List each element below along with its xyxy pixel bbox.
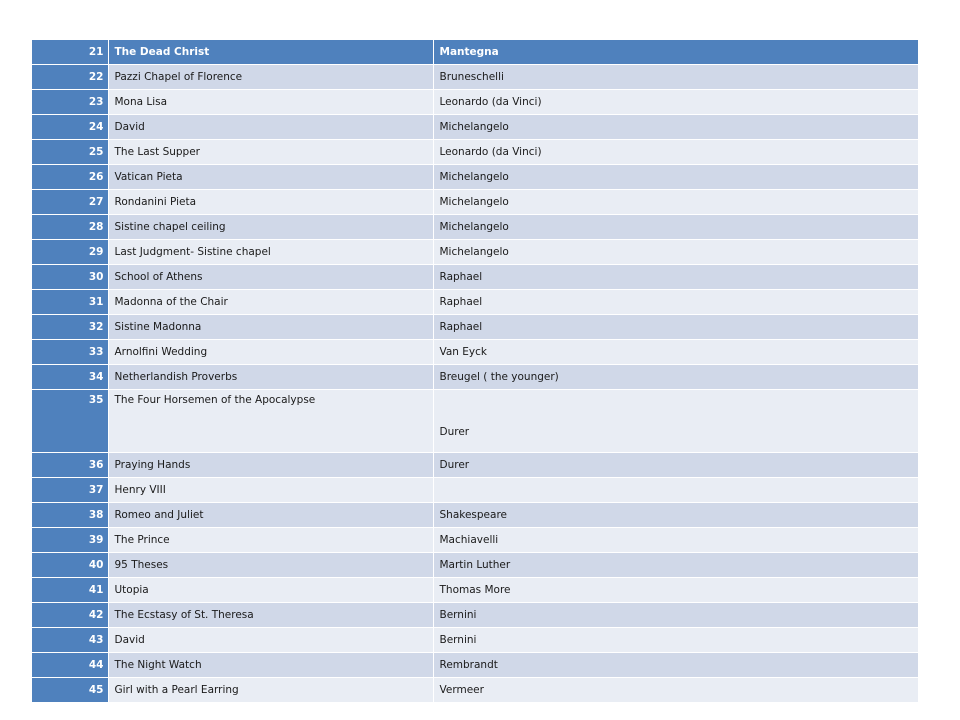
artwork-title: Sistine chapel ceiling — [108, 215, 433, 240]
artwork-title: Romeo and Juliet — [108, 503, 433, 528]
artwork-title: Last Judgment- Sistine chapel — [108, 240, 433, 265]
artist-name: Raphael — [433, 290, 918, 315]
artist-name: Thomas More — [433, 578, 918, 603]
artwork-title: David — [108, 628, 433, 653]
row-number: 27 — [32, 190, 108, 215]
row-number: 35 — [32, 390, 108, 453]
artist-name: Michelangelo — [433, 165, 918, 190]
artist-name: Raphael — [433, 315, 918, 340]
row-number: 32 — [32, 315, 108, 340]
row-number: 24 — [32, 115, 108, 140]
artwork-title: The Four Horsemen of the Apocalypse — [108, 390, 433, 453]
artwork-title: The Ecstasy of St. Theresa — [108, 603, 433, 628]
row-number: 39 — [32, 528, 108, 553]
artist-name: Durer — [433, 390, 918, 453]
artwork-title: Madonna of the Chair — [108, 290, 433, 315]
artwork-title: The Dead Christ — [108, 40, 433, 65]
row-number: 23 — [32, 90, 108, 115]
row-number: 22 — [32, 65, 108, 90]
row-number: 25 — [32, 140, 108, 165]
artist-name: Bernini — [433, 628, 918, 653]
artist-name: Michelangelo — [433, 240, 918, 265]
artist-name: Leonardo (da Vinci) — [433, 140, 918, 165]
artwork-title: The Night Watch — [108, 653, 433, 678]
artwork-title: David — [108, 115, 433, 140]
artwork-title: School of Athens — [108, 265, 433, 290]
artwork-title: Utopia — [108, 578, 433, 603]
artist-name: Rembrandt — [433, 653, 918, 678]
row-number: 31 — [32, 290, 108, 315]
row-number: 38 — [32, 503, 108, 528]
artist-name: Breugel ( the younger) — [433, 365, 918, 390]
artist-name: Michelangelo — [433, 115, 918, 140]
artwork-title: Netherlandish Proverbs — [108, 365, 433, 390]
artwork-title: Henry VIII — [108, 478, 433, 503]
artist-name: Machiavelli — [433, 528, 918, 553]
artist-name: Bruneschelli — [433, 65, 918, 90]
artist-name: Martin Luther — [433, 553, 918, 578]
artist-name: Durer — [433, 453, 918, 478]
artist-name — [433, 478, 918, 503]
artist-name: Shakespeare — [433, 503, 918, 528]
row-number: 43 — [32, 628, 108, 653]
row-number: 33 — [32, 340, 108, 365]
artwork-title: Mona Lisa — [108, 90, 433, 115]
row-number: 45 — [32, 678, 108, 703]
artist-name: Leonardo (da Vinci) — [433, 90, 918, 115]
artist-name: Mantegna — [433, 40, 918, 65]
artwork-title: Arnolfini Wedding — [108, 340, 433, 365]
row-number: 34 — [32, 365, 108, 390]
row-number: 41 — [32, 578, 108, 603]
artwork-title: Praying Hands — [108, 453, 433, 478]
artwork-title: Vatican Pieta — [108, 165, 433, 190]
artworks-table — [32, 40, 919, 703]
artwork-title: Girl with a Pearl Earring — [108, 678, 433, 703]
artist-name: Michelangelo — [433, 190, 918, 215]
row-number: 37 — [32, 478, 108, 503]
artist-name: Bernini — [433, 603, 918, 628]
row-number: 26 — [32, 165, 108, 190]
row-number: 21 — [32, 40, 108, 65]
artwork-title: Pazzi Chapel of Florence — [108, 65, 433, 90]
row-number: 44 — [32, 653, 108, 678]
artist-name: Michelangelo — [433, 215, 918, 240]
row-number: 30 — [32, 265, 108, 290]
artwork-title: The Last Supper — [108, 140, 433, 165]
row-number: 40 — [32, 553, 108, 578]
artist-name: Vermeer — [433, 678, 918, 703]
artist-name: Raphael — [433, 265, 918, 290]
artist-name: Van Eyck — [433, 340, 918, 365]
row-number: 42 — [32, 603, 108, 628]
artwork-title: Sistine Madonna — [108, 315, 433, 340]
row-number: 28 — [32, 215, 108, 240]
row-number: 36 — [32, 453, 108, 478]
table-header-row — [32, 40, 918, 65]
artwork-title: 95 Theses — [108, 553, 433, 578]
artwork-title: The Prince — [108, 528, 433, 553]
row-number: 29 — [32, 240, 108, 265]
artwork-title: Rondanini Pieta — [108, 190, 433, 215]
